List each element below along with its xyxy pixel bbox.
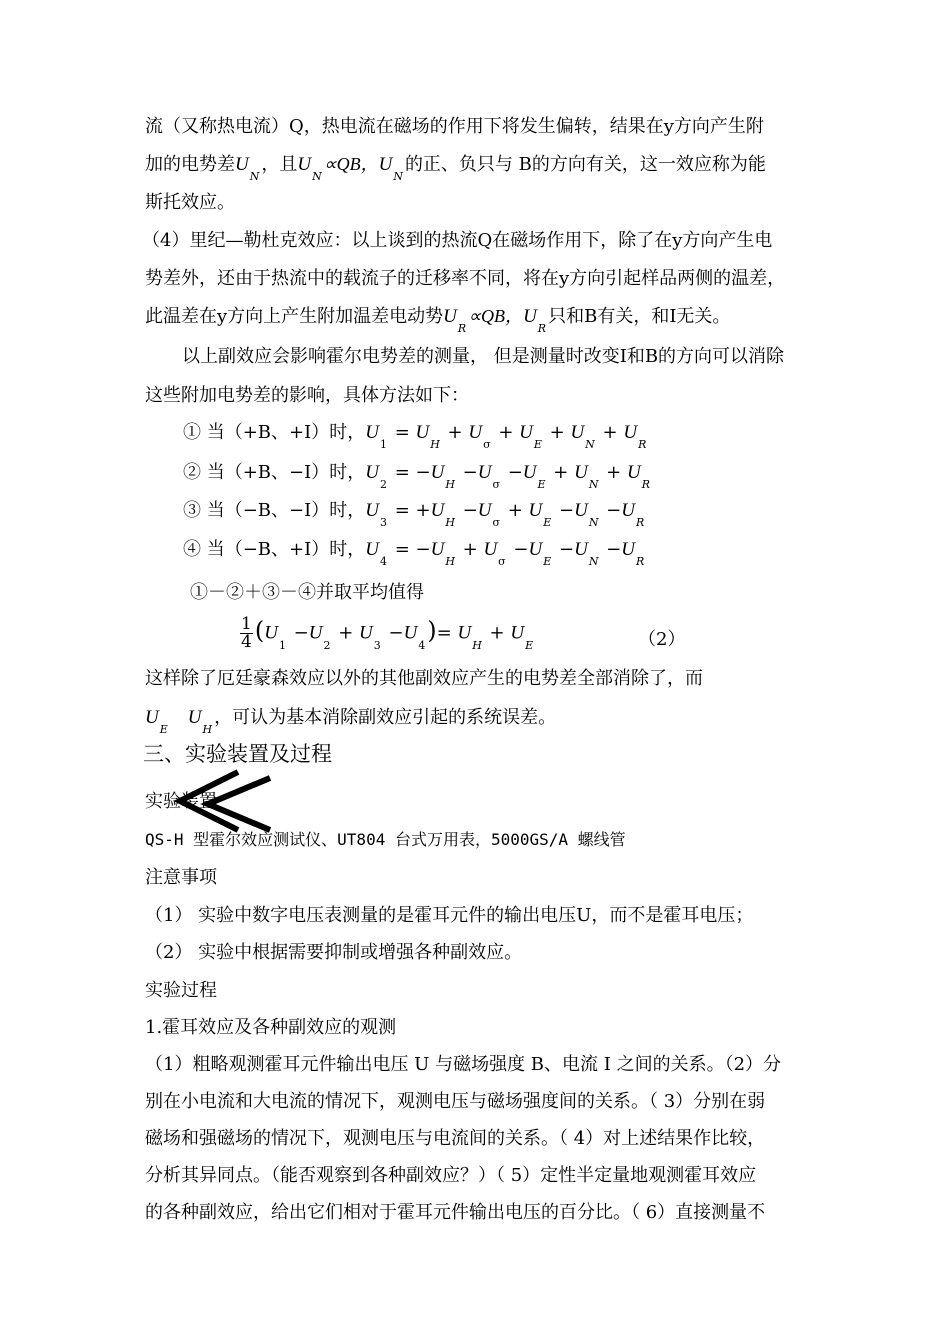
process-item-title: 1.霍耳效应及各种副效应的观测 [145, 1017, 397, 1038]
apparatus-list: QS-H 型霍尔效应测试仪、UT804 台式万用表，5000GS/A 螺线管 [145, 830, 626, 849]
math-subscript: N [393, 170, 403, 183]
math-subscript: R [537, 322, 547, 335]
text-fragment: 加的电势差 [145, 154, 235, 175]
paragraph-line: 势差外，还由于热流中的载流子的迁移率不同，将在y方向引起样品两侧的温差， [145, 268, 786, 289]
paragraph-line: 流（又称热电流）Q，热电流在磁场的作用下将发生偏转，结果在y方向产生附 [145, 116, 764, 137]
math-symbol: U [523, 306, 537, 327]
math-subscript: R [457, 322, 467, 335]
paragraph-line: 磁场和强磁场的情况下，观测电压与电流间的关系。（ 4）对上述结果作比较， [145, 1128, 766, 1149]
math-symbol: U [378, 154, 393, 175]
paragraph-line: $U_EU_H$，可认为基本消除副效应引起的系统误差。 [145, 707, 557, 736]
paragraph-line: 别在小电流和大电流的情况下，观测电压与磁场强度间的关系。（ 3）分别在弱 [145, 1091, 766, 1112]
case-line: ② 当（+B、−I）时，$U_2 = -U_H -U_\sigma -U_E + U_N + U_R$ [183, 462, 650, 491]
paragraph-line: 以上副效应会影响霍尔电势差的测量， 但是测量时改变I和B的方向可以消除 [182, 346, 785, 367]
combine-text: ①－②＋③－④并取平均值得 [190, 582, 424, 603]
case-line: ④ 当（−B、+I）时，$U_4 = -U_H + U_\sigma -U_E -U_N -U_R$ [183, 539, 645, 568]
equation-number: （2） [638, 629, 686, 650]
text-fragment: ，可认为基本消除副效应引起的系统误差。 [214, 707, 557, 728]
math-subscript: N [249, 170, 260, 183]
subheading-process: 实验过程 [145, 980, 217, 1001]
case-line: ① 当（+B、+I）时，$U_1 = U_H + U_\sigma + U_E + U_N + U_R$ [183, 422, 647, 451]
text-fragment: 的正、负只与 B的方向有关，这一效应称为能 [404, 154, 766, 175]
paragraph-line: 斯托效应。 [145, 192, 235, 213]
math-subscript: N [312, 170, 322, 183]
math-symbol: U [443, 306, 457, 327]
case-label: ① 当（+B、+I）时， [183, 422, 366, 443]
paragraph-line: 分析其异同点。（能否观察到各种副效应？）（ 5）定性半定量地观测霍耳效应 [145, 1165, 757, 1186]
math-symbol: U [235, 154, 249, 175]
fraction: $\frac{1}{4}$ [241, 614, 252, 652]
text-fragment: 此温差在y方向上产生附加温差电动势 [145, 306, 444, 327]
paragraph-line: （4）里纪—勒杜克效应：以上谈到的热流Q在磁场作用下，除了在y方向产生电 [142, 230, 773, 251]
paragraph-line: 的各种副效应，给出它们相对于霍耳元件输出电压的百分比。（ 6）直接测量不 [145, 1202, 766, 1223]
case-label: ② 当（+B、−I）时， [183, 462, 366, 483]
text-fragment: ，且 [261, 154, 298, 175]
paragraph-line: 这样除了厄廷豪森效应以外的其他副效应产生的电势差全部消除了，而 [145, 668, 703, 689]
paragraph-line: （1）粗略观测霍耳元件输出电压 U 与磁场强度 B、电流 I 之间的关系。（2）分 [145, 1054, 782, 1075]
case-label: ③ 当（−B、−I）时， [183, 500, 366, 521]
paragraph-line: 这些附加电势差的影响，具体方法如下： [145, 385, 469, 406]
section-heading: 三、实验装置及过程 [143, 742, 332, 766]
text-fragment: 只和B有关，和I无关。 [548, 306, 731, 327]
case-line: ③ 当（−B、−I）时，$U_3 = +U_H -U_\sigma + U_E -U_N -U_R$ [183, 500, 645, 529]
subheading-notes: 注意事项 [145, 867, 217, 888]
subheading-apparatus: 实验装置 [145, 791, 217, 812]
paragraph-line [145, 152, 766, 183]
case-label: ④ 当（−B、+I）时， [183, 539, 366, 560]
text-fragment: ∝QB， [323, 154, 379, 174]
note-item: （1） 实验中数字电压表测量的是霍耳元件的输出电压U，而不是霍耳电压； [145, 905, 754, 926]
math-symbol: U [297, 154, 312, 175]
paragraph-line [145, 304, 731, 335]
formula: $\frac{1}{4}$ $(U_1 -U_2 + U_3 -U_4)= U_H + U_E$ [241, 614, 534, 652]
text-fragment: ∝QB， [468, 306, 524, 326]
note-item: （2） 实验中根据需要抑制或增强各种副效应。 [145, 942, 523, 963]
